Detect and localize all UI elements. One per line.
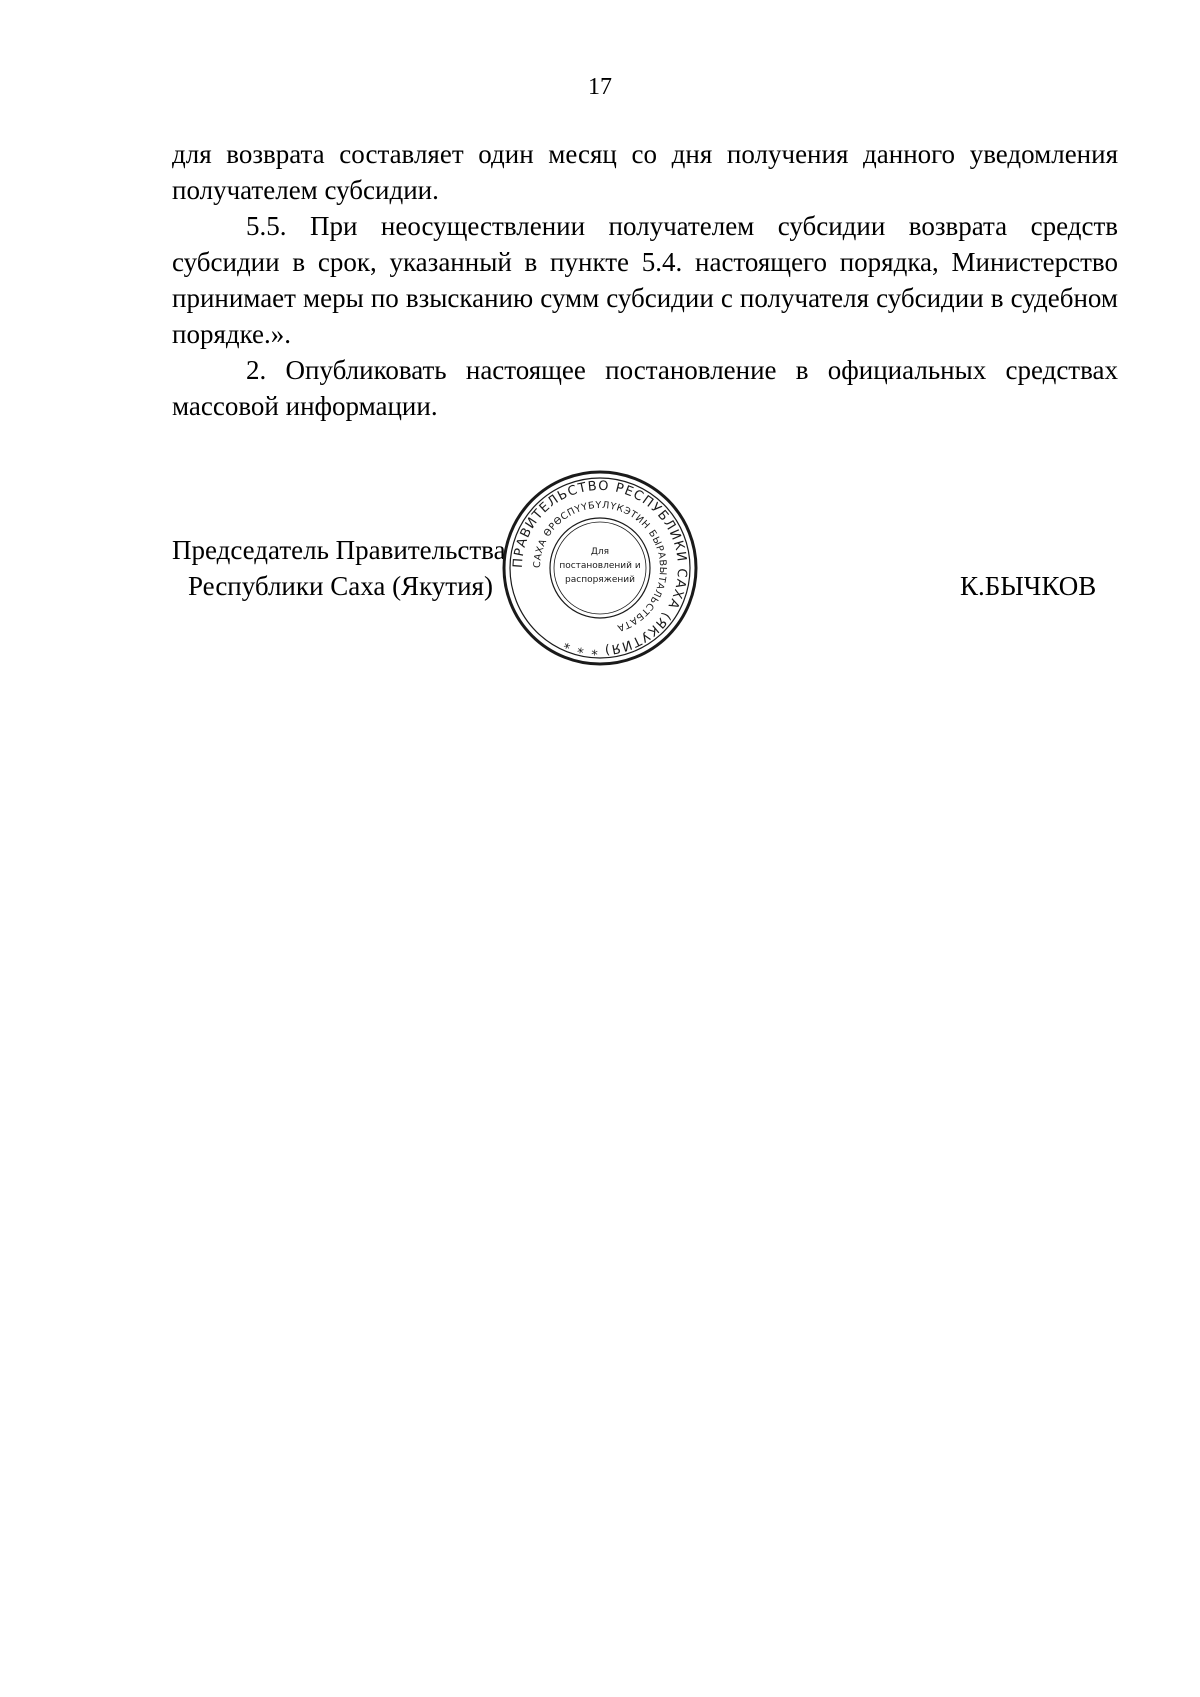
official-seal bbox=[500, 468, 700, 668]
signatory-title-line2: Республики Саха (Якутия) bbox=[188, 571, 493, 601]
document-body bbox=[172, 136, 1118, 424]
page-number: 17 bbox=[588, 74, 612, 100]
seal-center-line3: распоряжений bbox=[565, 575, 635, 585]
seal-center-line2: постановлений и bbox=[559, 561, 641, 571]
signatory-name: К.БЫЧКОВ bbox=[960, 571, 1097, 601]
paragraph-5-5: 5.5. При неосуществлении получателем субсидии возврата средств субсидии в срок, указанный в пункте 5.4. настоящего порядка, Министерство принимает меры по взысканию сумм субсидии с получателя субсидии в судебном порядке.». bbox=[172, 211, 1118, 349]
paragraph-2-publish: 2. Опубликовать настоящее постановление в официальных средствах массовой информации. bbox=[172, 355, 1118, 421]
seal-inner-ring-text: САХА ӨРӨСПҮҮБҮЛҮКЭТИН БЫРАВЫТАЛЬСТБАТА bbox=[531, 499, 669, 634]
seal-outer-ring-text: ПРАВИТЕЛЬСТВО РЕСПУБЛИКИ САХА (ЯКУТИЯ) * * * bbox=[510, 478, 690, 658]
seal-center-line1: Для bbox=[590, 547, 610, 557]
paragraph-continuation: для возврата составляет один месяц со дня получения данного уведомления получателем субсидии. bbox=[172, 139, 1118, 205]
signatory-title-line1: Председатель Правительства bbox=[172, 535, 506, 565]
